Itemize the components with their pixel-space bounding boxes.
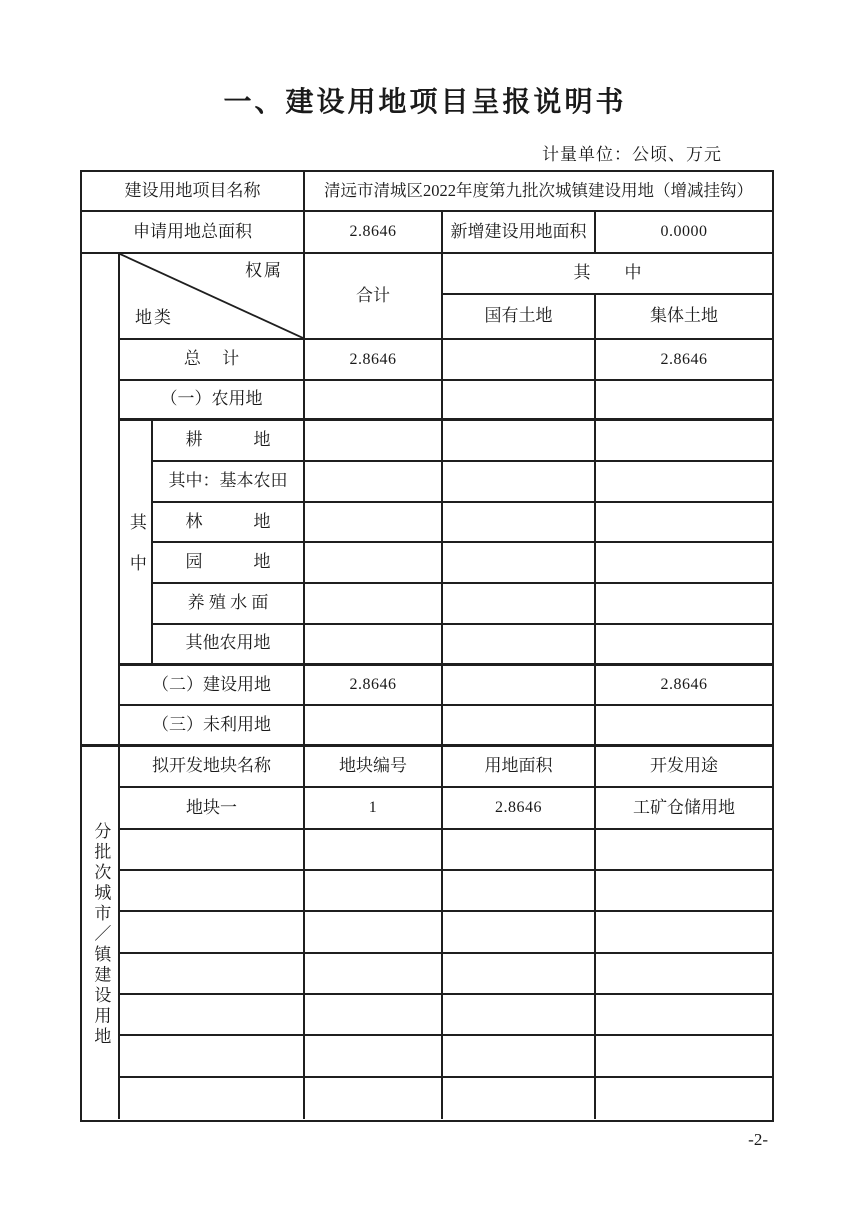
section-vertical-label: 分批次城市／镇建设用地: [91, 821, 111, 1048]
section-label-cell: [82, 747, 120, 1119]
page-number: -2-: [748, 1130, 768, 1149]
parcel-cell-area: [443, 912, 596, 953]
land-row-label: 园 地: [153, 543, 305, 584]
parcel-cell-name: [120, 954, 305, 995]
parcel-cell-number: [305, 954, 443, 995]
land-row-state: [443, 584, 596, 625]
parcel-cell-number: [305, 1078, 443, 1119]
land-row-total: [305, 543, 443, 584]
left-strip-cell: [82, 254, 120, 747]
land-row-state: [443, 340, 596, 381]
parcel-cell-area: [443, 871, 596, 912]
parcel-header-number: 地块编号: [305, 747, 443, 788]
land-row-total: [305, 462, 443, 503]
land-row-collective: [596, 381, 772, 422]
total-area-label-cell: 申请用地总面积: [82, 212, 305, 254]
parcel-cell-area: [443, 1036, 596, 1077]
land-row-total: [305, 381, 443, 422]
land-row-state: [443, 666, 596, 707]
diagonal-header-cell: [120, 254, 305, 340]
project-name-label-cell: 建设用地项目名称: [82, 172, 305, 212]
land-row-total: [305, 706, 443, 747]
parcel-cell-name: [120, 1036, 305, 1077]
parcel-cell-area: [443, 1078, 596, 1119]
parcel-cell-use: [596, 995, 772, 1036]
parcel-cell-area: [443, 995, 596, 1036]
parcel-cell-name: [120, 912, 305, 953]
land-row-label: 其他农用地: [153, 625, 305, 666]
parcel-cell-name: 地块一: [120, 788, 305, 830]
land-row-label: 耕 地: [153, 421, 305, 462]
land-row-label: 其中：基本农田: [153, 462, 305, 503]
parcel-cell-number: [305, 1036, 443, 1077]
parcel-cell-area: [443, 954, 596, 995]
project-name-value-cell: 清远市清城区2022年度第九批次城镇建设用地（增减挂钩）: [305, 172, 772, 212]
land-row-collective: [596, 543, 772, 584]
parcel-cell-use: [596, 912, 772, 953]
parcel-cell-use: [596, 830, 772, 871]
land-row-collective: [596, 503, 772, 544]
land-row-total: 2.8646: [305, 340, 443, 381]
report-table: [80, 170, 774, 1122]
land-row-total: [305, 421, 443, 462]
land-row-total: 2.8646: [305, 666, 443, 707]
page-title: 一、建设用地项目呈报说明书: [223, 87, 627, 118]
land-row-collective: [596, 462, 772, 503]
land-row-collective: [596, 584, 772, 625]
unit-note: 计量单位：公顷、万元: [542, 145, 722, 164]
diagonal-landtype-label: 地类: [135, 308, 173, 328]
col-header-collective-land: 集体土地: [596, 295, 772, 340]
parcel-cell-number: [305, 995, 443, 1036]
parcel-cell-use: 工矿仓储用地: [596, 788, 772, 830]
parcel-cell-number: [305, 871, 443, 912]
among-vertical-label: 其中: [126, 512, 146, 595]
parcel-cell-use: [596, 1036, 772, 1077]
parcel-cell-name: [120, 1078, 305, 1119]
land-row-collective: [596, 706, 772, 747]
parcel-cell-name: [120, 995, 305, 1036]
diagonal-ownership-label: 权属: [245, 261, 283, 280]
parcel-cell-use: [596, 871, 772, 912]
land-row-collective: 2.8646: [596, 340, 772, 381]
col-header-total: 合计: [305, 254, 443, 340]
land-row-state: [443, 706, 596, 747]
land-row-collective: 2.8646: [596, 666, 772, 707]
parcel-cell-use: [596, 1078, 772, 1119]
col-header-among: 其 中: [443, 254, 772, 295]
total-area-value-cell: 2.8646: [305, 212, 443, 254]
new-area-value-cell: 0.0000: [596, 212, 772, 254]
parcel-cell-use: [596, 954, 772, 995]
land-row-label: （三）未利用地: [120, 706, 305, 747]
parcel-cell-area: 2.8646: [443, 788, 596, 830]
parcel-cell-area: [443, 830, 596, 871]
land-row-label: 林 地: [153, 503, 305, 544]
parcel-header-name: 拟开发地块名称: [120, 747, 305, 788]
parcel-cell-name: [120, 871, 305, 912]
land-row-label: 养 殖 水 面: [153, 584, 305, 625]
among-span-cell: [120, 421, 153, 665]
land-row-state: [443, 462, 596, 503]
land-row-state: [443, 421, 596, 462]
land-row-collective: [596, 625, 772, 666]
new-area-label-cell: 新增建设用地面积: [443, 212, 596, 254]
land-row-total: [305, 503, 443, 544]
parcel-cell-number: [305, 912, 443, 953]
land-row-label: （二）建设用地: [120, 666, 305, 707]
land-row-state: [443, 543, 596, 584]
land-row-label: 总 计: [120, 340, 305, 381]
land-row-total: [305, 584, 443, 625]
parcel-header-use: 开发用途: [596, 747, 772, 788]
land-row-label: （一）农用地: [120, 381, 305, 422]
col-header-state-land: 国有土地: [443, 295, 596, 340]
parcel-cell-number: 1: [305, 788, 443, 830]
land-row-state: [443, 625, 596, 666]
land-row-collective: [596, 421, 772, 462]
land-row-state: [443, 381, 596, 422]
parcel-cell-number: [305, 830, 443, 871]
land-row-total: [305, 625, 443, 666]
parcel-header-area: 用地面积: [443, 747, 596, 788]
parcel-cell-name: [120, 830, 305, 871]
land-row-state: [443, 503, 596, 544]
